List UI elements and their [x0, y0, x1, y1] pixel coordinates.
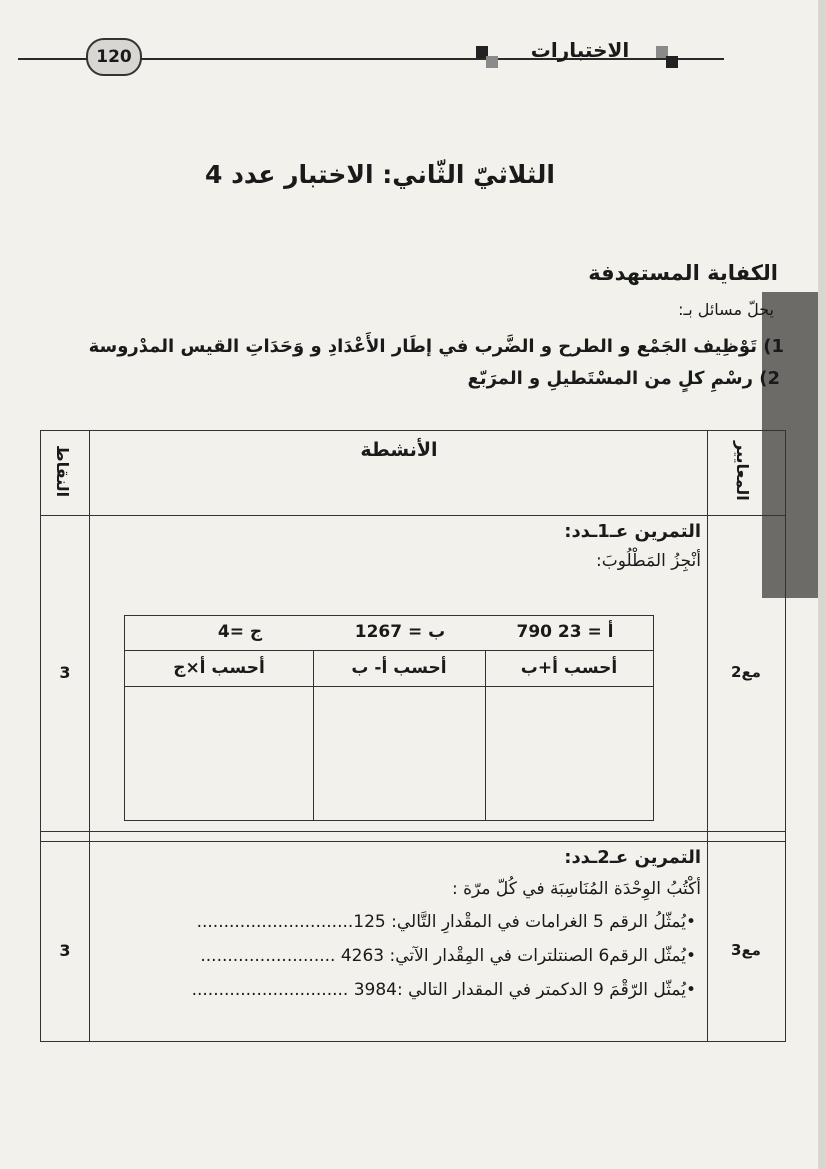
section-title: الاختبارات — [530, 38, 630, 62]
column-sum-header: أحسب أ+ب — [520, 658, 618, 678]
value-a: أ = 23 790 — [516, 622, 614, 642]
exercise-2-item-1: •يُمثّلُ الرقم 5 الغرامات في المقْدارِ التَّالي: 125............................. — [196, 912, 696, 932]
criterion-2: مع3 — [731, 941, 761, 959]
criteria-header: المعايير — [733, 441, 752, 501]
exercise-2-instruction: أكْتُبُ الوِحْدَة المُنَاسِبَة في كُلّ مرّة : — [452, 879, 701, 899]
exercise-1-instruction: أنْجِزُ المَطْلُوبَ: — [595, 551, 701, 571]
header-square-icon — [486, 56, 498, 68]
points-2: 3 — [59, 941, 71, 960]
points-1: 3 — [59, 663, 71, 682]
exercise-2-item-3: •يُمثّل الرّقْمَ 9 الدكمتر في المقدار التالي :3984 ............................. — [191, 980, 696, 1000]
objective-1: 1) تَوْظِيف الجَمْع و الطرح و الضَّرب في إطَار الأَعْدَادِ و وَحَدَاتِ القيس المدْروسة — [88, 336, 784, 357]
activities-header: الأنشطة — [360, 439, 438, 461]
column-product-header: أحسب أ×ج — [173, 658, 265, 678]
exercise-1-title: التمرين عـ1ـدد: — [564, 521, 701, 542]
page-edge — [818, 0, 826, 1169]
exercise-2-title: التمرين عـ2ـدد: — [564, 847, 701, 868]
competence-title: الكفاية المستهدفة — [588, 261, 778, 285]
solves-label: يحلّ مسائل بـ: — [678, 300, 774, 319]
calculation-table — [124, 615, 654, 821]
header-square-icon — [666, 56, 678, 68]
objective-2: 2) رسْمِ كلٍ من المسْتَطيلِ و المرَبّع — [467, 368, 780, 389]
exercise-2-item-2: •يُمثّل الرقم6 الصنتلترات في المِقْدار الآتي: 4263 ......................... — [200, 946, 696, 966]
value-c: ج =4 — [217, 622, 263, 642]
points-header: النقاط — [53, 445, 72, 498]
column-difference-header: أحسب أ- ب — [351, 658, 447, 678]
value-b: ب = 1267 — [354, 622, 446, 642]
test-title: الثلاثيّ الثّاني: الاختبار عدد 4 — [204, 160, 555, 189]
page-number: 120 — [86, 38, 142, 76]
criterion-1: مع2 — [731, 663, 761, 681]
